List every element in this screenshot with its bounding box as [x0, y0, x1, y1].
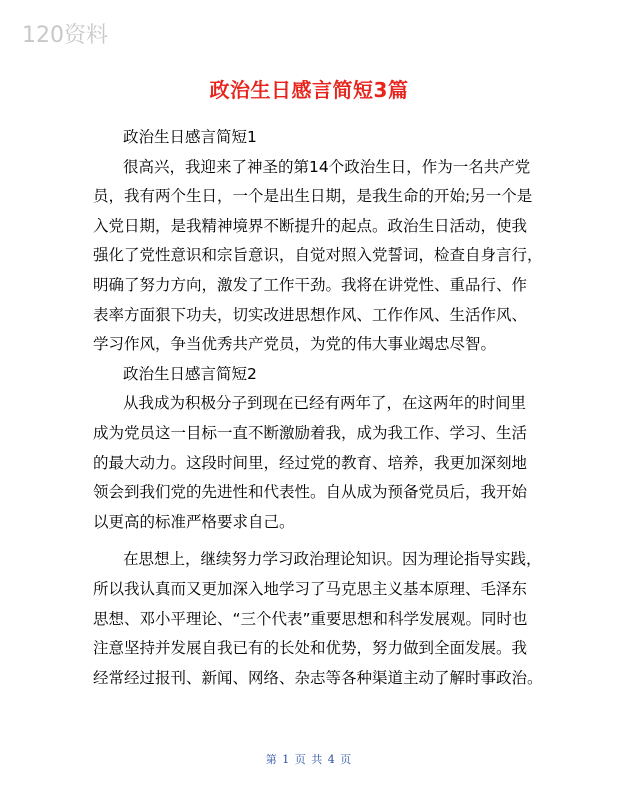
text-line: 入党日期，是我精神境界不断提升的起点。政治生日活动，使我: [93, 216, 528, 235]
paragraph: [93, 545, 543, 693]
text-line: 从我成为积极分子到现在已经有两年了，在这两年的时间里: [123, 394, 527, 413]
text-line: 明确了努力方向，激发了工作干劲。我将在讲党性、重品行、作: [93, 275, 528, 294]
paragraph-gap: [93, 537, 531, 545]
text-line: 表率方面狠下功夫，切实改进思想作风、工作作风、生活作风、: [93, 305, 528, 324]
text-line: 注意坚持并发展自我已有的长处和优势，努力做到全面发展。我: [93, 639, 528, 658]
paragraph: [93, 153, 543, 360]
document-body: [93, 123, 543, 693]
section-heading: 政治生日感言简短2: [123, 364, 257, 383]
paragraph: [93, 389, 531, 537]
text-line: 成为党员这一目标一直不断激励着我，成为我工作、学习、生活: [93, 423, 528, 442]
document-title: 政治生日感言简短3篇: [209, 78, 409, 102]
text-line: 员，我有两个生日，一个是出生日期，是我生命的开始;另一个是: [93, 187, 533, 206]
text-line: 学习作风，争当优秀共产党员，为党的伟大事业竭忠尽智。: [93, 335, 497, 354]
text-line: 思想、邓小平理论、“三个代表”重要思想和科学发展观。同时也: [93, 609, 528, 628]
text-line: 以更高的标准严格要求自己。: [93, 512, 295, 531]
text-line: 很高兴，我迎来了神圣的第14个政治生日，作为一名共产党: [123, 157, 531, 176]
page-footer: 第 1 页 共 4 页: [265, 753, 353, 766]
text-line: 强化了党性意识和宗旨意识，自觉对照入党誓词，检查自身言行，: [93, 246, 543, 265]
text-line: 的最大动力。这段时间里，经过党的教育、培养，我更加深刻地: [93, 453, 528, 472]
text-line: 所以我认真而又更加深入地学习了马克思主义基本原理、毛泽东: [93, 579, 528, 598]
section-heading: 政治生日感言简短1: [123, 128, 257, 146]
text-line: 经常经过报刊、新闻、网络、杂志等各种渠道主动了解时事政治。: [93, 668, 543, 687]
watermark: 120资料: [22, 23, 108, 48]
text-line: 在思想上，继续努力学习政治理论知识。因为理论指导实践，: [123, 550, 542, 569]
text-line: 领会到我们党的先进性和代表性。自从成为预备党员后，我开始: [93, 483, 528, 502]
